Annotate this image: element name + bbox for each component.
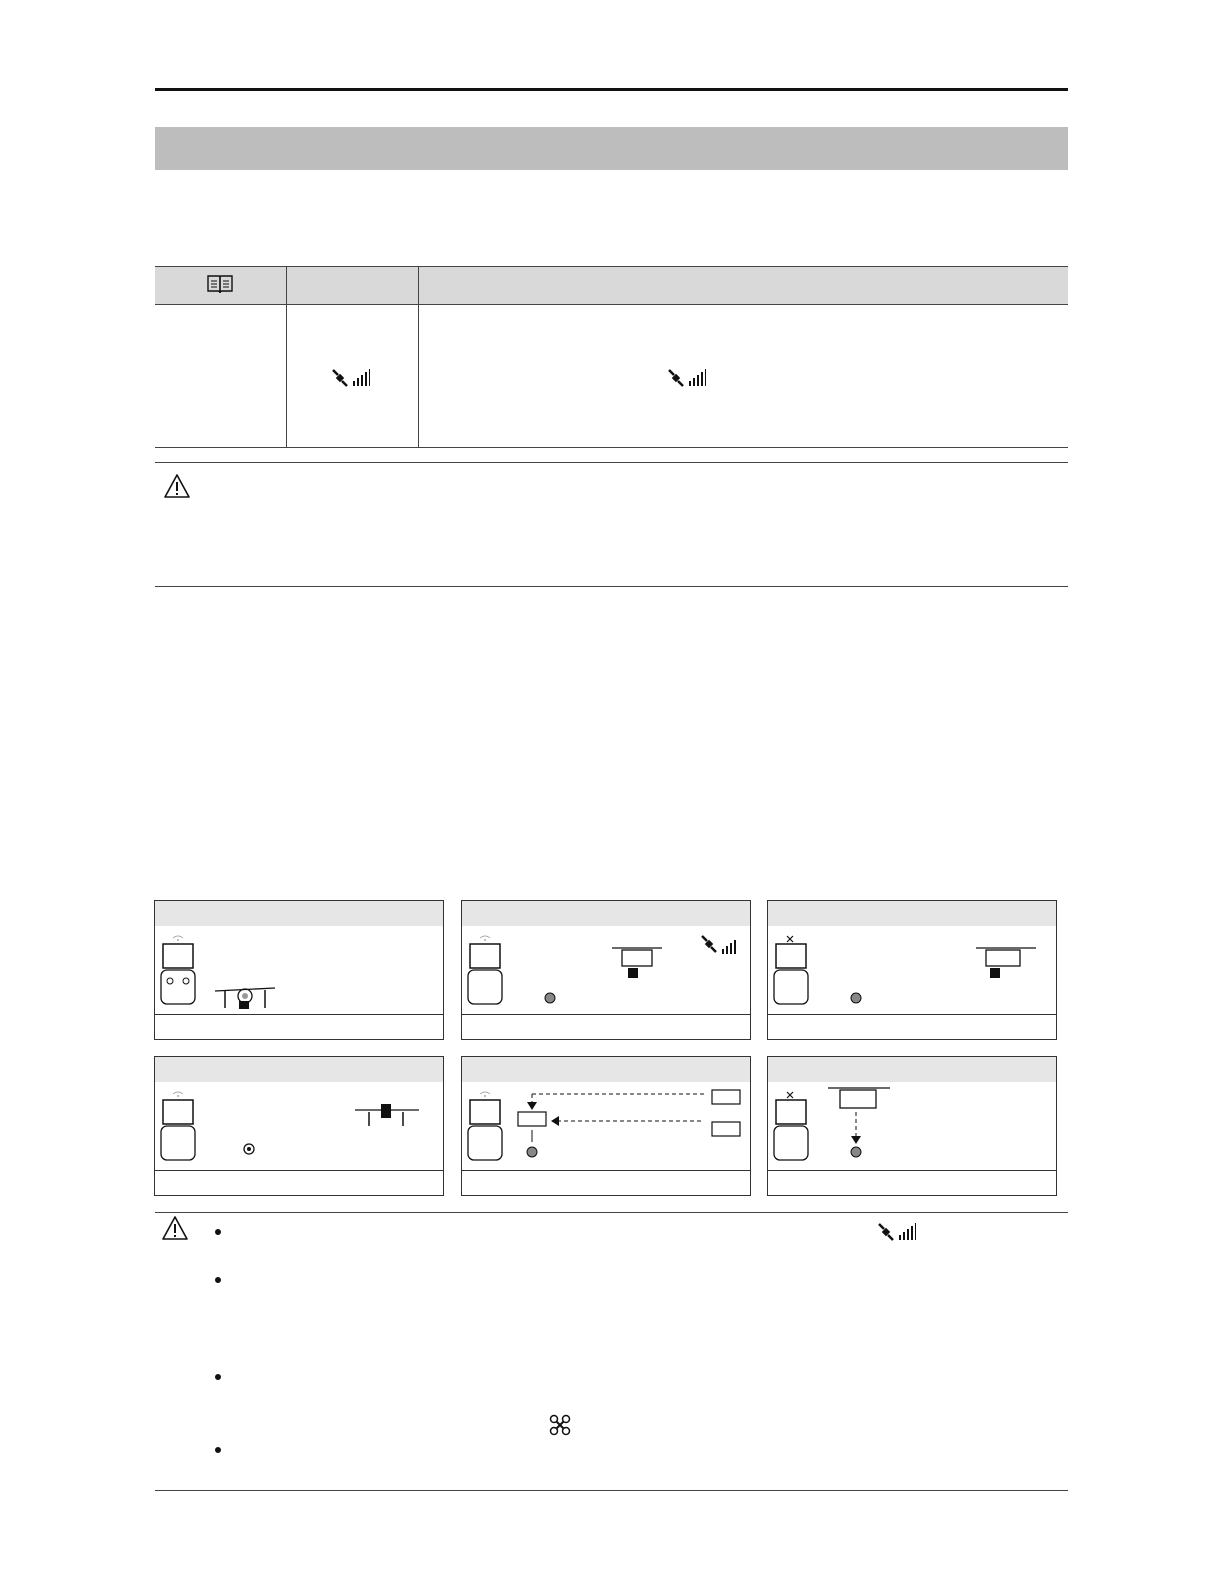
gps-signal-icon	[331, 366, 375, 388]
column-divider	[418, 266, 419, 448]
illustration-panel-1	[154, 900, 444, 1040]
panel-footer	[768, 1014, 1056, 1039]
rc-and-aircraft-illustration	[155, 926, 443, 1016]
bullet-point	[215, 1374, 221, 1380]
bullet-point	[215, 1229, 221, 1235]
return-home-illustration	[462, 1082, 750, 1172]
column-divider	[286, 266, 287, 448]
aircraft-icon	[549, 1414, 571, 1436]
illustration-panel-4	[154, 1056, 444, 1196]
illustration-panel-2	[461, 900, 751, 1040]
bullet-point	[215, 1277, 221, 1283]
illustration-panel-6	[767, 1056, 1057, 1196]
info-table	[155, 266, 1068, 448]
bullet-point	[215, 1447, 221, 1453]
signal-lost-illustration	[768, 926, 1056, 1016]
table-header-row	[155, 266, 1068, 305]
panel-header	[462, 901, 750, 926]
panel-footer	[155, 1014, 443, 1039]
illustration-panel-3	[767, 900, 1057, 1040]
gps-signal-icon	[877, 1220, 921, 1242]
open-book-icon	[206, 273, 234, 295]
warning-top-rule	[155, 1212, 1068, 1213]
warning-top-rule	[155, 462, 1068, 463]
section-header-bar	[155, 127, 1068, 170]
panel-header	[155, 1057, 443, 1082]
panel-header	[462, 1057, 750, 1082]
top-rule	[155, 88, 1068, 91]
panel-footer	[462, 1014, 750, 1039]
bottom-rule	[155, 1490, 1068, 1491]
panel-footer	[768, 1170, 1056, 1195]
panel-header	[155, 901, 443, 926]
panel-footer	[155, 1170, 443, 1195]
gps-signal-icon	[667, 366, 711, 388]
panel-header	[768, 901, 1056, 926]
table-bottom-rule	[155, 447, 1068, 448]
panel-header	[768, 1057, 1056, 1082]
warning-bottom-rule	[155, 586, 1068, 587]
warning-triangle-icon	[163, 473, 191, 499]
landing-illustration	[768, 1082, 1056, 1172]
warning-triangle-icon	[161, 1215, 189, 1241]
aircraft-hovering-illustration	[462, 926, 750, 1016]
panel-footer	[462, 1170, 750, 1195]
aircraft-front-illustration	[155, 1082, 443, 1172]
illustration-panel-5	[461, 1056, 751, 1196]
